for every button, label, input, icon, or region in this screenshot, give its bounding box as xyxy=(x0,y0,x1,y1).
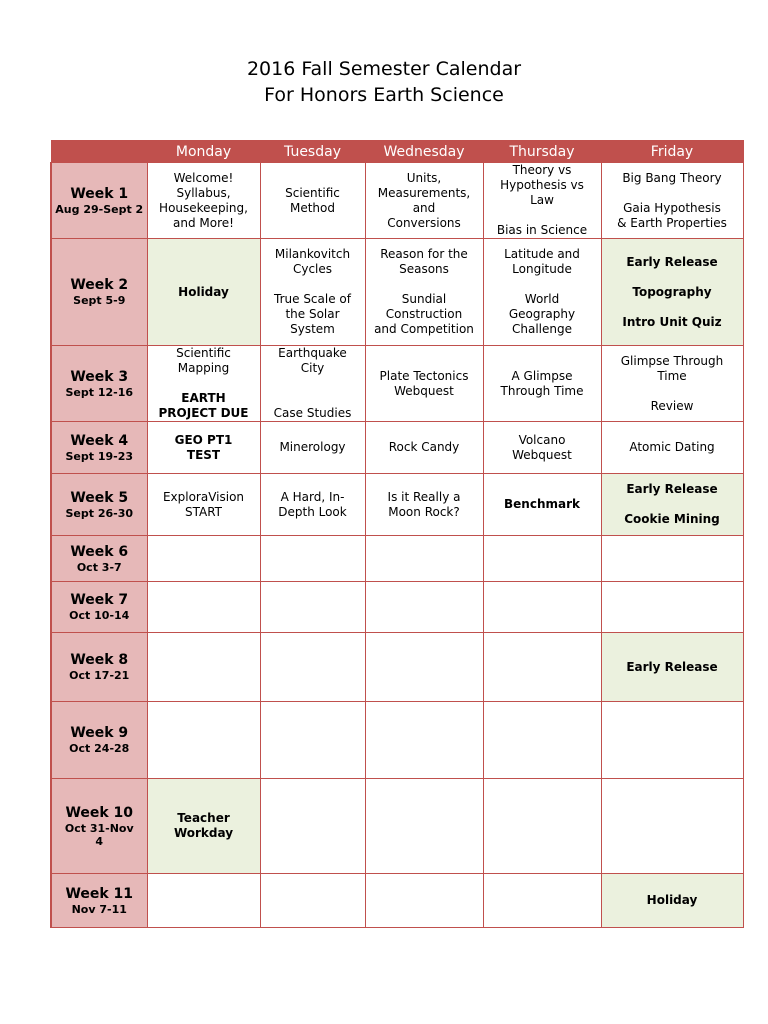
week-name: Week 5 xyxy=(70,489,129,506)
week-row xyxy=(51,346,743,422)
day-cell-thursday xyxy=(483,874,601,928)
page-subtitle: For Honors Earth Science xyxy=(264,84,504,106)
day-cell-wednesday xyxy=(365,874,483,928)
day-cell-tuesday: A Hard, In- Depth Look xyxy=(260,474,365,536)
week-row xyxy=(51,422,743,474)
week-name: Week 1 xyxy=(70,185,129,202)
day-cell-wednesday xyxy=(365,536,483,582)
day-cell-tuesday xyxy=(260,536,365,582)
week-label-cell xyxy=(51,582,147,633)
week-row xyxy=(51,874,743,928)
day-cell-friday: Glimpse Through Time Review xyxy=(601,346,743,422)
week-label-cell xyxy=(51,874,147,928)
day-cell-wednesday xyxy=(365,633,483,702)
day-cell-monday xyxy=(147,874,260,928)
week-dates: Oct 3-7 xyxy=(76,560,122,574)
week-name: Week 3 xyxy=(70,368,129,385)
header-thursday: Thursday xyxy=(483,141,601,163)
week-label-cell xyxy=(51,779,147,874)
week-name: Week 4 xyxy=(70,432,129,449)
week-dates: Sept 5-9 xyxy=(73,294,126,307)
day-cell-monday: Teacher Workday xyxy=(147,779,260,874)
header-monday: Monday xyxy=(147,141,260,163)
week-dates: Oct 17-21 xyxy=(69,669,130,682)
week-name: Week 8 xyxy=(70,652,129,668)
week-row xyxy=(51,633,743,702)
day-cell-wednesday xyxy=(365,702,483,779)
day-cell-friday: Atomic Dating xyxy=(601,422,743,474)
week-dates: Aug 29-Sept 2 xyxy=(55,202,144,216)
week-row xyxy=(51,163,743,239)
day-cell-monday: Welcome! Syllabus, Housekeeping, and More! xyxy=(147,163,260,239)
header-tuesday: Tuesday xyxy=(260,141,365,163)
day-cell-friday: Big Bang Theory Gaia Hypothesis & Earth Properties xyxy=(601,163,743,239)
day-cell-monday xyxy=(147,536,260,582)
day-cell-thursday: Theory vs Hypothesis vs Law Bias in Science xyxy=(483,163,601,239)
day-cell-thursday: Latitude and Longitude World Geography Challenge xyxy=(483,239,601,346)
day-cell-friday: Early Release xyxy=(601,633,743,702)
day-cell-thursday xyxy=(483,702,601,779)
week-row xyxy=(51,474,743,536)
week-label-cell xyxy=(51,633,147,702)
day-cell-tuesday: Earthquake City Case Studies xyxy=(260,346,365,422)
header-corner xyxy=(51,141,147,163)
week-row xyxy=(51,779,743,874)
week-label-cell xyxy=(51,536,147,582)
calendar-table xyxy=(50,140,744,928)
day-cell-wednesday xyxy=(365,779,483,874)
week-dates: Oct 10-14 xyxy=(69,609,130,622)
day-cell-monday xyxy=(147,633,260,702)
day-cell-friday: Holiday xyxy=(601,874,743,928)
day-cell-thursday xyxy=(483,582,601,633)
week-dates: Nov 7-11 xyxy=(71,902,127,916)
day-cell-thursday xyxy=(483,779,601,874)
day-cell-tuesday xyxy=(260,874,365,928)
day-cell-wednesday: Is it Really a Moon Rock? xyxy=(365,474,483,536)
header-friday: Friday xyxy=(601,141,743,163)
day-cell-friday: Early Release Cookie Mining xyxy=(601,474,743,536)
page-title: 2016 Fall Semester Calendar xyxy=(246,58,522,80)
day-cell-friday xyxy=(601,702,743,779)
week-label-cell xyxy=(51,422,147,474)
day-cell-tuesday: Minerology xyxy=(260,422,365,474)
day-cell-tuesday xyxy=(260,582,365,633)
day-cell-friday xyxy=(601,779,743,874)
week-name: Week 2 xyxy=(70,277,129,293)
week-name: Week 11 xyxy=(65,885,134,902)
week-name: Week 6 xyxy=(70,543,129,560)
day-cell-tuesday: Scientific Method xyxy=(260,163,365,239)
header-wednesday: Wednesday xyxy=(365,141,483,163)
week-dates: Sept 19-23 xyxy=(65,449,134,463)
day-cell-monday: Scientific Mapping EARTH PROJECT DUE xyxy=(147,346,260,422)
day-cell-thursday: Volcano Webquest xyxy=(483,422,601,474)
week-dates: Oct 24-28 xyxy=(69,742,130,755)
day-cell-thursday xyxy=(483,536,601,582)
week-dates: Oct 31-Nov 4 xyxy=(64,821,134,848)
day-cell-friday xyxy=(601,582,743,633)
day-cell-monday: GEO PT1 TEST xyxy=(147,422,260,474)
day-cell-friday xyxy=(601,536,743,582)
day-cell-friday: Early Release Topography Intro Unit Quiz xyxy=(601,239,743,346)
week-label-cell xyxy=(51,702,147,779)
day-cell-tuesday xyxy=(260,633,365,702)
day-cell-wednesday: Plate Tectonics Webquest xyxy=(365,346,483,422)
day-cell-monday xyxy=(147,582,260,633)
week-row xyxy=(51,536,743,582)
week-name: Week 7 xyxy=(70,592,129,608)
week-label-cell xyxy=(51,239,147,346)
day-cell-tuesday xyxy=(260,702,365,779)
day-cell-wednesday: Units, Measurements, and Conversions xyxy=(365,163,483,239)
week-name: Week 9 xyxy=(70,725,129,741)
week-row xyxy=(51,239,743,346)
day-cell-tuesday: Milankovitch Cycles True Scale of the Solar System xyxy=(260,239,365,346)
day-cell-wednesday: Reason for the Seasons Sundial Construction and Competition xyxy=(365,239,483,346)
week-label-cell xyxy=(51,163,147,239)
week-label-cell xyxy=(51,474,147,536)
week-row xyxy=(51,702,743,779)
day-cell-thursday: A Glimpse Through Time xyxy=(483,346,601,422)
day-cell-thursday xyxy=(483,633,601,702)
day-cell-wednesday xyxy=(365,582,483,633)
week-dates: Sept 12-16 xyxy=(65,385,134,399)
week-label-cell xyxy=(51,346,147,422)
week-row xyxy=(51,582,743,633)
week-dates: Sept 26-30 xyxy=(65,506,134,520)
day-cell-thursday: Benchmark xyxy=(483,474,601,536)
day-cell-monday: Holiday xyxy=(147,239,260,346)
day-cell-monday xyxy=(147,702,260,779)
day-cell-tuesday xyxy=(260,779,365,874)
day-cell-monday: ExploraVision START xyxy=(147,474,260,536)
week-name: Week 10 xyxy=(65,804,134,821)
day-cell-wednesday: Rock Candy xyxy=(365,422,483,474)
header-row xyxy=(51,141,743,163)
